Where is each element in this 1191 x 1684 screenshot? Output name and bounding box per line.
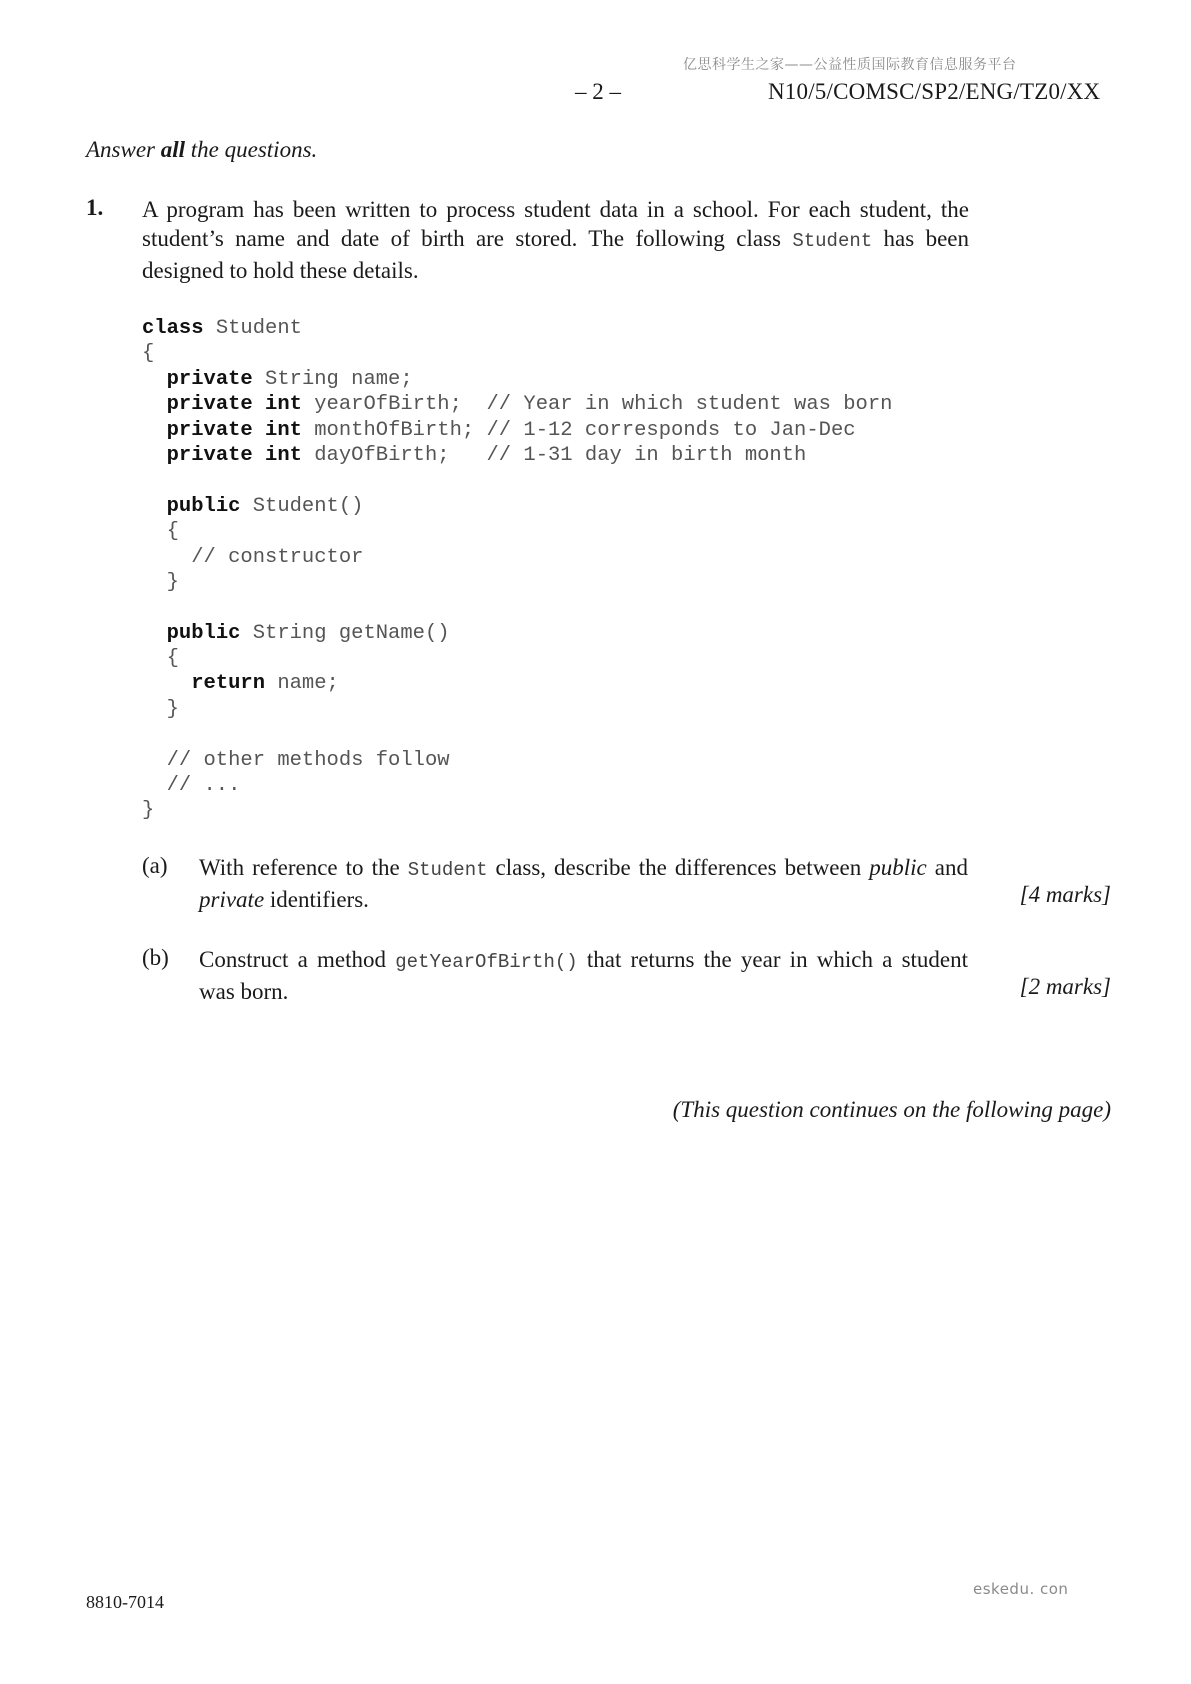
code-keyword: private (166, 367, 253, 391)
part-b-text-2: that returns the year in which a student was born. (199, 947, 969, 1004)
part-b-code: getYearOfBirth() (395, 951, 578, 973)
instruction-text-after: the questions. (185, 137, 318, 162)
question-intro-text: A program has been written to process student data in a school. For each student, the student’s name and date of birth are stored. The following class (142, 197, 969, 251)
code-text: String getName() (240, 621, 450, 645)
code-line (142, 392, 892, 417)
code-text: { (142, 520, 179, 544)
code-line (142, 773, 892, 798)
code-text: // constructor (142, 545, 364, 569)
code-text: monthOfBirth; // 1-12 corresponds to Jan-Dec (301, 418, 856, 442)
code-line (142, 418, 892, 443)
instruction-emphasis: all (160, 137, 186, 162)
code-text: Student (203, 317, 302, 340)
code-line (142, 341, 892, 366)
header-watermark: 亿思科学生之家——公益性质国际教育信息服务平台 (683, 57, 1017, 73)
code-text: name; (265, 672, 339, 696)
part-a-private: private (199, 887, 265, 912)
code-text: // other methods follow (142, 748, 450, 772)
part-b-marks: [2 marks] (1019, 974, 1111, 999)
code-text: // ... (142, 774, 241, 798)
footer-code: 8810-7014 (86, 1592, 164, 1612)
footer-watermark: eskedu. con (973, 1580, 1069, 1598)
code-line (142, 798, 892, 823)
part-a-marks: [4 marks] (1019, 882, 1111, 907)
code-line (142, 468, 892, 493)
code-text (142, 393, 167, 416)
code-text: { (142, 647, 179, 671)
code-line (142, 748, 892, 773)
code-line (142, 316, 892, 341)
code-keyword: private (166, 418, 253, 442)
code-text: Student() (240, 494, 364, 518)
code-line (142, 443, 892, 468)
code-keyword: int (265, 418, 302, 442)
part-a-text-2: class, describe the differences between (487, 855, 870, 880)
code-line (142, 570, 892, 595)
code-text (142, 672, 191, 695)
code-text (253, 419, 265, 442)
code-text (142, 419, 167, 442)
code-keyword: private (166, 443, 253, 467)
code-text: { (142, 342, 155, 366)
question-intro (142, 195, 969, 285)
continues-note: (This question continues on the following page) (672, 1097, 1111, 1122)
code-keyword: public (166, 621, 241, 645)
code-keyword: return (191, 672, 266, 696)
part-a-text-1: With reference to the (199, 855, 408, 880)
part-b-label: (b) (142, 945, 169, 970)
code-text: String name; (252, 367, 413, 391)
code-text: } (142, 697, 179, 721)
paper-code: N10/5/COMSC/SP2/ENG/TZ0/XX (768, 79, 1101, 104)
code-text: dayOfBirth; // 1-31 day in birth month (301, 443, 807, 467)
code-line (142, 671, 892, 696)
code-line (142, 595, 892, 620)
part-a-text (199, 853, 968, 914)
code-line (142, 646, 892, 671)
code-text (142, 622, 167, 645)
part-a-public: public (869, 855, 927, 880)
page-number: – 2 – (575, 79, 621, 104)
part-a-text-4: identifiers. (264, 887, 369, 912)
code-line (142, 367, 892, 392)
instruction (86, 137, 317, 163)
code-keyword: class (142, 317, 204, 340)
code-line (142, 545, 892, 570)
code-text (142, 368, 167, 391)
code-line (142, 519, 892, 544)
code-text (142, 495, 167, 518)
part-a-text-3: and (926, 855, 969, 880)
code-listing (142, 316, 892, 824)
code-text (253, 444, 265, 467)
code-text: } (142, 570, 179, 594)
code-line (142, 697, 892, 722)
code-text (142, 444, 167, 467)
code-keyword: int (265, 443, 302, 467)
part-b-text-1: Construct a method (199, 947, 396, 972)
question-intro-code: Student (792, 230, 873, 252)
code-keyword: private (166, 393, 253, 417)
code-line (142, 722, 892, 747)
instruction-text-before: Answer (86, 137, 161, 162)
code-text (253, 393, 265, 416)
question-intro-text-end: has been designed to hold these details. (142, 226, 969, 283)
question-number: 1. (86, 195, 104, 220)
part-a-code: Student (407, 859, 488, 881)
part-b-text (199, 945, 968, 1006)
code-line (142, 621, 892, 646)
code-text: } (142, 799, 155, 823)
code-keyword: int (265, 393, 302, 417)
code-line (142, 494, 892, 519)
part-a-label: (a) (142, 853, 168, 878)
code-keyword: public (166, 494, 241, 518)
code-text: yearOfBirth; // Year in which student was born (301, 393, 893, 417)
